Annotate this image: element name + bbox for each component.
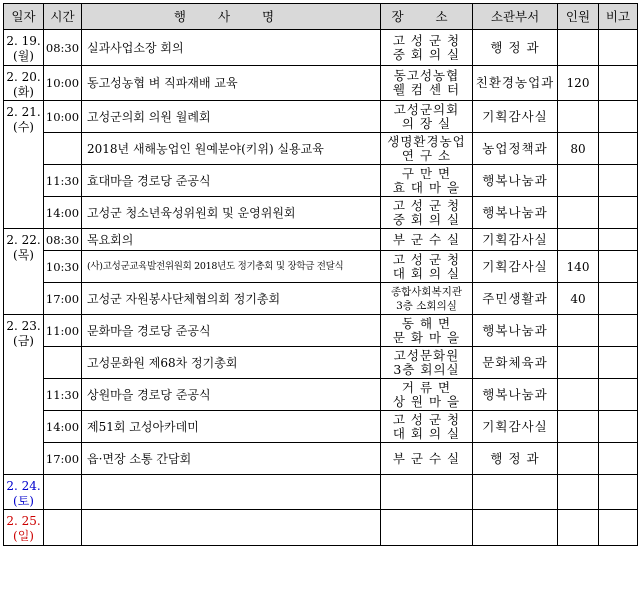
date-cell xyxy=(4,30,44,66)
time-cell: 17:00 xyxy=(44,443,82,475)
date-label: 2. 24. xyxy=(6,479,41,493)
table-row xyxy=(4,165,638,197)
date-label: 2. 20. xyxy=(6,70,41,84)
weekday-label: (수) xyxy=(13,120,34,134)
place-line: 중 회 의 실 xyxy=(392,46,461,62)
people-cell xyxy=(558,510,599,546)
people-cell: 40 xyxy=(558,283,599,315)
date-cell xyxy=(4,315,44,475)
place-line: 고 성 군 청 xyxy=(392,32,461,48)
note-cell xyxy=(599,475,638,510)
date-cell xyxy=(4,101,44,229)
note-cell xyxy=(599,510,638,546)
place-cell xyxy=(381,475,473,510)
dept-cell: 기획감사실 xyxy=(473,229,558,251)
dept-cell: 농업정책과 xyxy=(473,133,558,165)
event-cell: 실과사업소장 회의 xyxy=(82,30,381,66)
date-cell xyxy=(4,475,44,510)
place-line: 동고성농협 xyxy=(393,68,460,83)
dept-cell: 주민생활과 xyxy=(473,283,558,315)
note-cell xyxy=(599,165,638,197)
header-row xyxy=(4,4,638,30)
dept-cell: 행 정 과 xyxy=(473,30,558,66)
time-cell xyxy=(44,133,82,165)
note-cell xyxy=(599,66,638,101)
dept-cell: 행복나눔과 xyxy=(473,379,558,411)
table-row xyxy=(4,347,638,379)
event-cell: 문화마을 경로당 준공식 xyxy=(82,315,381,347)
table-row xyxy=(4,30,638,66)
place-cell xyxy=(381,165,473,197)
event-cell: 상원마을 경로당 준공식 xyxy=(82,379,381,411)
date-label: 2. 22. xyxy=(6,233,41,247)
event-cell: 목요회의 xyxy=(82,229,381,251)
table-row xyxy=(4,475,638,510)
time-cell: 14:00 xyxy=(44,411,82,443)
table-row xyxy=(4,510,638,546)
event-cell xyxy=(82,510,381,546)
people-cell xyxy=(558,347,599,379)
weekday-label: (월) xyxy=(13,49,34,63)
place-line: 고 성 군 청 xyxy=(392,197,461,213)
people-cell xyxy=(558,475,599,510)
dept-cell: 행복나눔과 xyxy=(473,315,558,347)
place-cell xyxy=(381,133,473,165)
place-cell xyxy=(381,101,473,133)
header-time: 시간 xyxy=(44,4,82,30)
note-cell xyxy=(599,315,638,347)
note-cell xyxy=(599,283,638,315)
place-cell xyxy=(381,379,473,411)
time-cell: 14:00 xyxy=(44,197,82,229)
header-event: 행 사 명 xyxy=(82,4,381,30)
event-cell: 효대마을 경로당 준공식 xyxy=(82,165,381,197)
note-cell xyxy=(599,443,638,475)
people-cell xyxy=(558,165,599,197)
time-cell: 08:30 xyxy=(44,30,82,66)
place-cell xyxy=(381,315,473,347)
place-cell xyxy=(381,229,473,251)
people-cell: 80 xyxy=(558,133,599,165)
place-cell xyxy=(381,411,473,443)
note-cell xyxy=(599,411,638,443)
place-line: 중 회 의 실 xyxy=(392,211,461,227)
date-label: 2. 19. xyxy=(6,34,41,48)
people-cell xyxy=(558,197,599,229)
place-cell xyxy=(381,66,473,101)
table-row xyxy=(4,229,638,251)
place-cell xyxy=(381,30,473,66)
place-line: 효 대 마 을 xyxy=(392,179,461,195)
event-cell: 고성문화원 제68차 정기총회 xyxy=(82,347,381,379)
event-cell: 고성군의회 의원 월례회 xyxy=(82,101,381,133)
event-cell: 제51회 고성아카데미 xyxy=(82,411,381,443)
header-place: 장 소 xyxy=(381,4,473,30)
note-cell xyxy=(599,197,638,229)
note-cell xyxy=(599,251,638,283)
place-cell xyxy=(381,443,473,475)
place-line: 웰 컴 센 터 xyxy=(392,82,461,97)
time-cell: 11:00 xyxy=(44,315,82,347)
people-cell: 120 xyxy=(558,66,599,101)
place-line: 부 군 수 실 xyxy=(392,450,461,466)
place-line: 부 군 수 실 xyxy=(392,231,461,247)
time-cell: 10:30 xyxy=(44,251,82,283)
date-label: 2. 21. xyxy=(6,105,41,119)
date-cell xyxy=(4,66,44,101)
note-cell xyxy=(599,30,638,66)
place-cell xyxy=(381,283,473,315)
table-row xyxy=(4,251,638,283)
place-cell xyxy=(381,510,473,546)
people-cell xyxy=(558,229,599,251)
time-cell: 08:30 xyxy=(44,229,82,251)
dept-cell: 기획감사실 xyxy=(473,411,558,443)
table-row xyxy=(4,283,638,315)
time-cell: 17:00 xyxy=(44,283,82,315)
date-cell xyxy=(4,510,44,546)
table-row xyxy=(4,379,638,411)
note-cell xyxy=(599,133,638,165)
event-cell: 고성군 청소년육성위원회 및 운영위원회 xyxy=(82,197,381,229)
place-line: 의 장 실 xyxy=(401,115,452,131)
place-line: 고성군의회 xyxy=(393,101,460,117)
event-cell: 고성군 자원봉사단체협의회 정기총회 xyxy=(82,283,381,315)
weekday-label: (화) xyxy=(13,85,34,99)
event-cell xyxy=(82,475,381,510)
place-line: 대 회 의 실 xyxy=(392,265,461,281)
place-line: 구 만 면 xyxy=(401,165,452,181)
table-row xyxy=(4,66,638,101)
time-cell xyxy=(44,347,82,379)
time-cell: 10:00 xyxy=(44,101,82,133)
dept-cell: 행복나눔과 xyxy=(473,197,558,229)
people-cell: 140 xyxy=(558,251,599,283)
dept-cell: 행복나눔과 xyxy=(473,165,558,197)
dept-cell: 행 정 과 xyxy=(473,443,558,475)
time-cell xyxy=(44,510,82,546)
dept-cell: 문화체육과 xyxy=(473,347,558,379)
header-dept: 소관부서 xyxy=(473,4,558,30)
weekday-label: (토) xyxy=(13,494,34,508)
place-line: 생명환경농업 xyxy=(387,133,466,149)
time-cell: 10:00 xyxy=(44,66,82,101)
place-line: 고성문화원 xyxy=(393,347,460,363)
dept-cell: 기획감사실 xyxy=(473,101,558,133)
time-cell: 11:30 xyxy=(44,379,82,411)
place-line: 상 원 마 을 xyxy=(392,393,461,409)
table-row xyxy=(4,133,638,165)
people-cell xyxy=(558,315,599,347)
place-line: 종합사회복지관 xyxy=(390,285,462,298)
weekday-label: (목) xyxy=(13,248,34,262)
table-row xyxy=(4,315,638,347)
date-label: 2. 25. xyxy=(6,514,41,528)
weekday-label: (일) xyxy=(13,529,34,543)
note-cell xyxy=(599,229,638,251)
note-cell xyxy=(599,101,638,133)
table-row xyxy=(4,411,638,443)
place-line: 고 성 군 청 xyxy=(392,411,461,427)
place-line: 동 해 면 xyxy=(401,315,452,331)
dept-cell: 친환경농업과 xyxy=(473,66,558,101)
dept-cell xyxy=(473,475,558,510)
schedule-table xyxy=(3,3,638,546)
event-cell: 읍·면장 소통 간담회 xyxy=(82,443,381,475)
place-line: 고 성 군 청 xyxy=(392,251,461,267)
dept-cell xyxy=(473,510,558,546)
people-cell xyxy=(558,379,599,411)
table-row xyxy=(4,443,638,475)
header-date: 일자 xyxy=(4,4,44,30)
place-line: 대 회 의 실 xyxy=(392,425,461,441)
weekday-label: (금) xyxy=(13,334,34,348)
place-line: 연 구 소 xyxy=(401,147,452,163)
header-people: 인원 xyxy=(558,4,599,30)
event-cell: (사)고성군교육발전위원회 2018년도 정기총회 및 장학금 전달식 xyxy=(82,251,381,283)
place-cell xyxy=(381,197,473,229)
place-cell xyxy=(381,251,473,283)
time-cell xyxy=(44,475,82,510)
people-cell xyxy=(558,30,599,66)
place-line: 거 류 면 xyxy=(401,379,452,395)
table-row xyxy=(4,197,638,229)
event-cell: 동고성농협 벼 직파재배 교육 xyxy=(82,66,381,101)
note-cell xyxy=(599,379,638,411)
date-label: 2. 23. xyxy=(6,319,41,333)
schedule-body xyxy=(4,30,638,546)
dept-cell: 기획감사실 xyxy=(473,251,558,283)
table-row xyxy=(4,101,638,133)
place-line: 3층 소회의실 xyxy=(396,299,457,312)
place-line: 문 화 마 을 xyxy=(392,329,461,345)
event-cell: 2018년 새해농업인 원예분야(키위) 실용교육 xyxy=(82,133,381,165)
people-cell xyxy=(558,411,599,443)
place-line: 3층 회의실 xyxy=(393,361,460,377)
time-cell: 11:30 xyxy=(44,165,82,197)
header-note: 비고 xyxy=(599,4,638,30)
note-cell xyxy=(599,347,638,379)
date-cell xyxy=(4,229,44,315)
place-cell xyxy=(381,347,473,379)
people-cell xyxy=(558,443,599,475)
people-cell xyxy=(558,101,599,133)
